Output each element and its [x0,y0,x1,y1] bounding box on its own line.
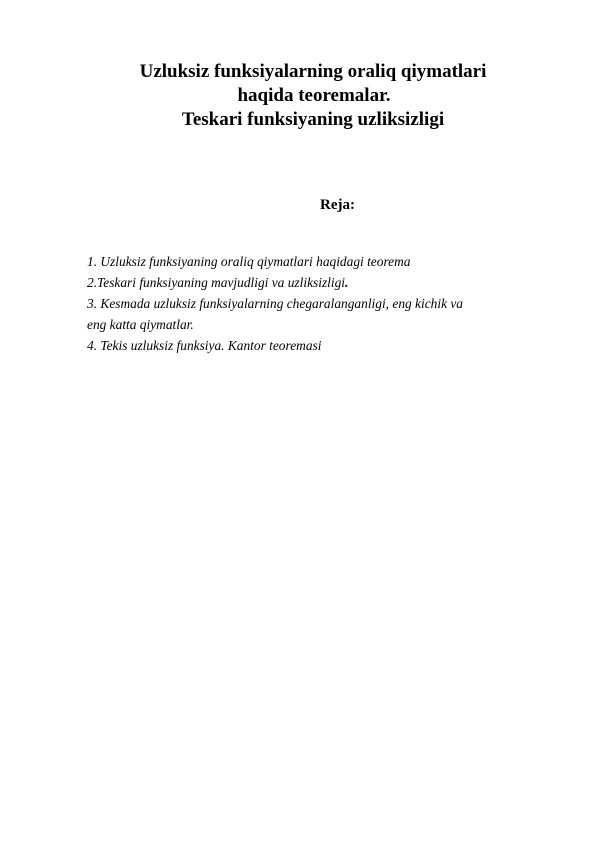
plan-item-text: eng katta qiymatlar. [87,317,194,332]
plan-list [87,251,557,356]
plan-item-text: 2.Teskari funksiyaning mavjudligi va uzliksizligi [87,275,346,290]
title-line-1: Uzluksiz funksiyalarning oraliq qiymatlari [139,61,487,82]
plan-heading: Reja: [320,197,355,213]
plan-item-4 [87,335,557,356]
plan-item-text: 4. Tekis uzluksiz funksiya. Kantor teoremasi [87,338,322,353]
plan-item-2 [87,272,557,293]
plan-item-1 [87,251,557,272]
plan-item-text: 1. Uzluksiz funksiyaning oraliq qiymatlari haqidagi teorema [87,254,411,269]
title-line-3: Teskari funksiyaning uzliksizligi [181,109,445,130]
plan-item-period: . [345,275,349,290]
plan-item-3 [87,293,557,314]
plan-item-3-continued [87,314,557,335]
title-line-2: haqida teoremalar. [237,85,391,106]
document-title [0,60,596,132]
plan-item-text: 3. Kesmada uzluksiz funksiyalarning chegaralanganligi, eng kichik va [87,296,464,311]
